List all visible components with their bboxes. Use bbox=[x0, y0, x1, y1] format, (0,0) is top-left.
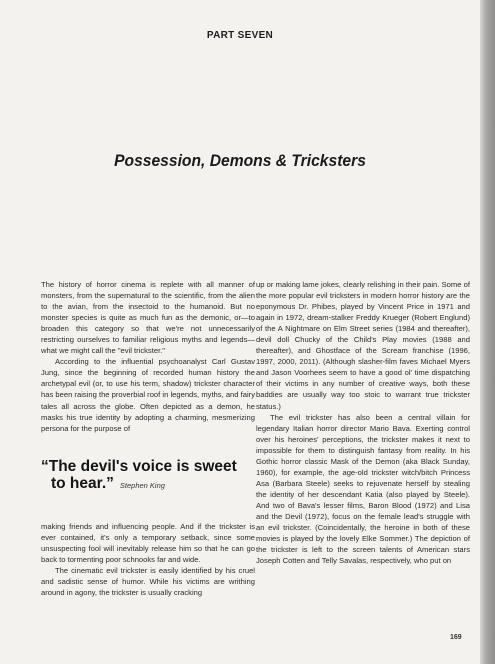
pull-quote-line-2 bbox=[41, 475, 255, 494]
left-column bbox=[41, 279, 255, 598]
pull-quote-author: Stephen King bbox=[119, 480, 165, 490]
body-paragraph: The cinematic evil trickster is easily identified by his cruel and sadistic sense of humor. While his victims are writhing around in agony, the trickster is usually cracking bbox=[41, 565, 255, 597]
pull-quote bbox=[41, 458, 255, 494]
part-label: PART SEVEN bbox=[206, 30, 274, 41]
body-paragraph: According to the influential psychoanalyst Carl Gustav Jung, since the beginning of recorded human history the archetypal evil (or, to use his term, shadow) trickster character has been raising the proverbial roof in legends, myths, and fairy tales all across the globe. Often depicted as a demon, he masks his true identity by adopting a charming, mesmerizing persona for the purpose of bbox=[41, 357, 255, 433]
page-edge-shadow bbox=[480, 0, 495, 664]
page-number: 169 bbox=[450, 634, 462, 641]
body-paragraph: The history of horror cinema is replete with all manner of monsters, from the supernatural to the scientific, from the alien to the avian, from the insectoid to the humanoid. But no monster species is quite as much fun as the demonic, or—to broaden this category so that we're not unnecessarily restricting ourselves to familiar religious myths and legends—what we might call the "evil trickster." bbox=[41, 280, 255, 356]
body-paragraph: The evil trickster has also been a central villain for legendary Italian horror director Mario Bava. Exerting control over his heroines' perceptions, the trickster makes it next to impossible for them to distinguish fantasy from reality. In his Gothic horror classic Mask of the Demon (aka Black Sunday, 1960), for example, the age-old trickster witch/bitch Princess Asa (Barbara Steele) seeks to rejuvenate herself by stealing the identity of her descendant Katia (also played by Steele). And two of Bava's lesser films, Baron Blood (1972) and Lisa and the Devil (1972), focus on the female lead's struggle with an evil trickster. (Coincidentally, the heroine in both of these movies is played by the lovely Elke Sommer.) The depiction of the trickster is left to the screen talents of American stars Joseph Cotten and Telly Savalas, respectively, who put on bbox=[256, 412, 470, 566]
body-paragraph: making friends and influencing people. And if the trickster is ever contained, it's only a temporary setback, since some unsuspecting fool will inevitably release him so that he can go back to tormenting poor schnooks far and wide. bbox=[41, 521, 255, 564]
body-paragraph: up or making lame jokes, clearly relishing in their pain. Some of the more popular evil tricksters in modern horror history are the eponymous Dr. Phibes, played by Vincent Price in 1971 and again in 1972, dream-stalker Freddy Krueger (Robert Englund) of the A Nightmare on Elm Street series (1984 and thereafter), devil doll Chucky of the Child's Play movies (1988 and thereafter), and Ghostface of the Scream franchise (1996, 1997, 2000, 2011). (Although slasher-film faves Michael Myers and Jason Voorhees seem to have a good ol' time dispatching of their victims in any number of creative ways, both these baddies are usually way too stoic to warrant true trickster status.) bbox=[256, 280, 470, 411]
pull-quote-line: “The devil's voice is sweet bbox=[41, 457, 237, 475]
chapter-title: Possession, Demons & Tricksters bbox=[114, 151, 366, 170]
right-column bbox=[256, 279, 470, 566]
pull-quote-text: to hear.” bbox=[51, 474, 114, 492]
